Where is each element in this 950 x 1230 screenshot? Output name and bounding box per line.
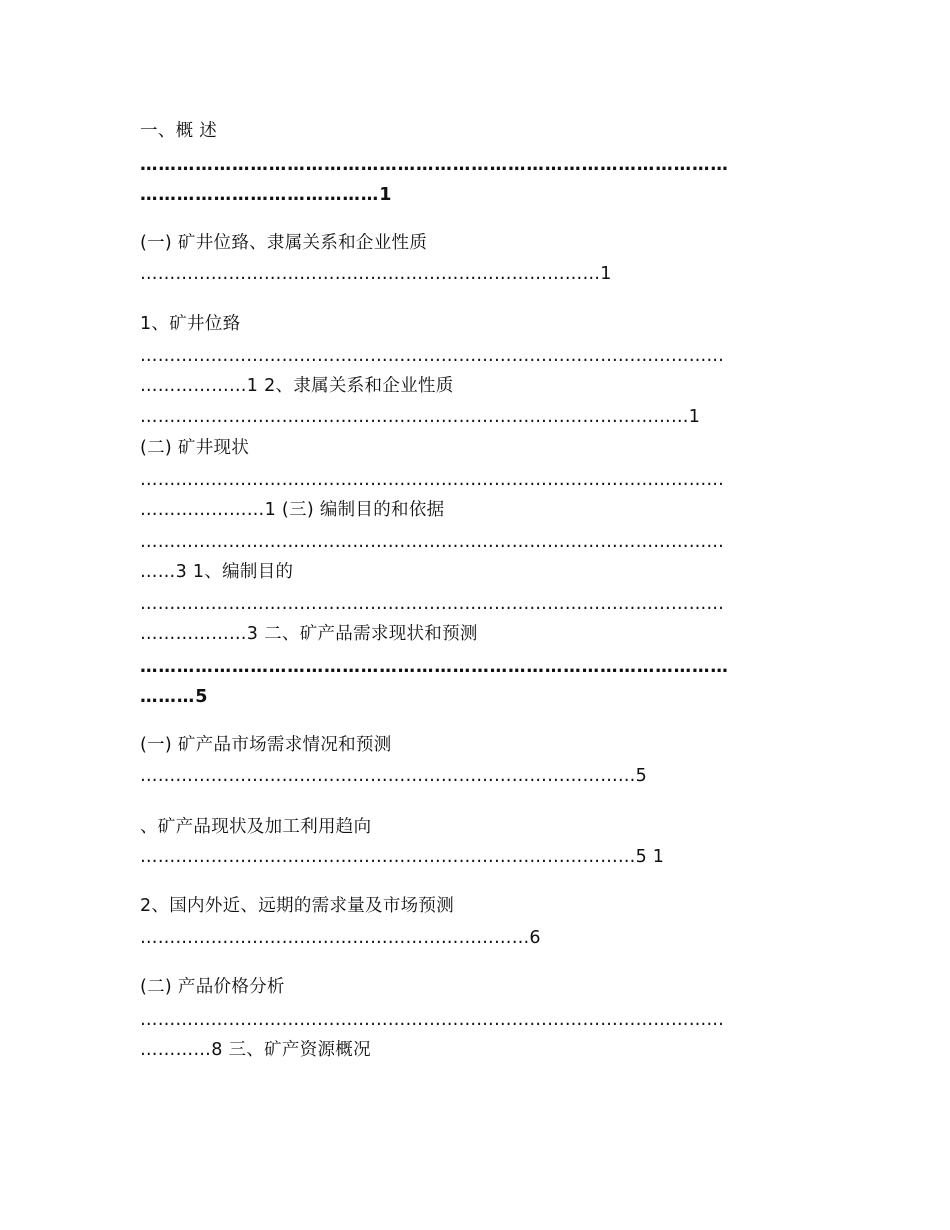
toc-text: …………………………………………………………………………………… <box>140 155 729 175</box>
toc-leader-page <box>140 926 541 950</box>
toc-entry <box>140 312 240 336</box>
toc-text: …………………………………………………………………………………1 <box>140 407 701 427</box>
toc-leader-dots <box>140 468 724 492</box>
toc-text: 、矿产品现状及加工利用趋向 <box>140 817 372 837</box>
toc-text: …………………………………………………………6 <box>140 928 541 948</box>
toc-text: (一) 矿井位臵、隶属关系和企业性质 <box>140 233 428 253</box>
toc-leader-page <box>140 845 664 869</box>
toc-leader-dots <box>140 530 724 554</box>
toc-text: 1、矿井位臵 <box>140 314 241 334</box>
toc-entry <box>140 894 454 918</box>
toc-text: …………………………………1 <box>140 185 393 205</box>
toc-text: ………………3 二、矿产品需求现状和预测 <box>140 624 478 644</box>
toc-leader-dots <box>140 1008 724 1032</box>
toc-text: …………………………………………………………………………5 1 <box>140 847 665 867</box>
toc-text: ……………………………………………………………………………………… <box>140 594 725 614</box>
toc-leader-page <box>140 405 700 429</box>
toc-text: …………………1 (三) 编制目的和依据 <box>140 500 445 520</box>
toc-entry <box>140 622 478 646</box>
toc-text: ……3 1、编制目的 <box>140 562 294 582</box>
toc-text: ……………………………………………………………………………………… <box>140 470 725 490</box>
toc-entry <box>140 733 392 757</box>
toc-text: ………5 <box>140 687 209 707</box>
toc-text: …………………………………………………………………………5 <box>140 766 647 786</box>
toc-text: ……………………………………………………………………1 <box>140 264 612 284</box>
toc-leader-page <box>140 262 612 286</box>
toc-entry <box>140 231 427 255</box>
toc-text: (二) 矿井现状 <box>140 438 250 458</box>
toc-leader-dots <box>140 153 729 177</box>
toc-text: …………………………………………………………………………………… <box>140 657 729 677</box>
toc-text: ……………………………………………………………………………………… <box>140 532 725 552</box>
toc-text: ………………1 2、隶属关系和企业性质 <box>140 376 454 396</box>
toc-text: …………8 三、矿产资源概况 <box>140 1040 371 1060</box>
toc-entry <box>140 1038 371 1062</box>
toc-entry <box>140 975 285 999</box>
toc-entry <box>140 374 454 398</box>
toc-leader-dots <box>140 592 724 616</box>
toc-leader-page <box>140 764 647 788</box>
toc-text: ……………………………………………………………………………………… <box>140 1010 725 1030</box>
toc-leader-dots <box>140 655 729 679</box>
toc-leader-page <box>140 183 392 207</box>
toc-text: 一、概 述 <box>140 121 218 141</box>
toc-text: 2、国内外近、远期的需求量及市场预测 <box>140 896 455 916</box>
toc-leader-dots <box>140 344 724 368</box>
toc-entry <box>140 436 249 460</box>
toc-text: (二) 产品价格分析 <box>140 977 285 997</box>
toc-text: ……………………………………………………………………………………… <box>140 346 725 366</box>
toc-entry <box>140 498 444 522</box>
toc-entry <box>140 815 371 839</box>
toc-text: (一) 矿产品市场需求情况和预测 <box>140 735 392 755</box>
toc-leader-page <box>140 685 208 709</box>
toc-heading-overview <box>140 119 217 143</box>
toc-entry <box>140 560 293 584</box>
